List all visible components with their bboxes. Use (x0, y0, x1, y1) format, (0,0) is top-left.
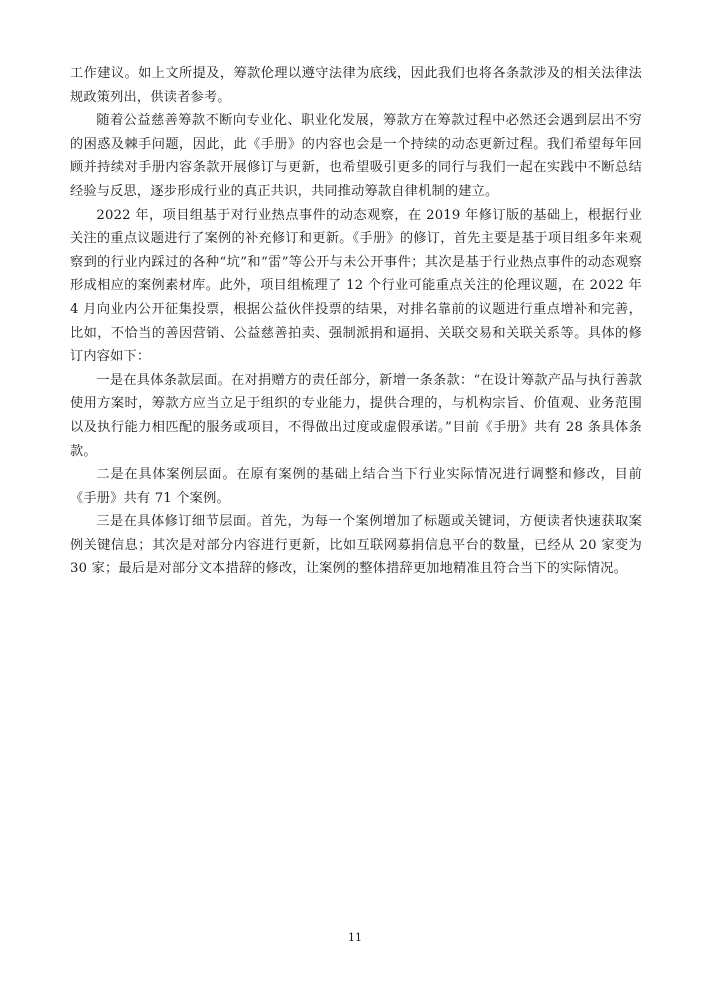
paragraph-detail-level: 三是在具体修订细节层面。首先，为每一个案例增加了标题或关键词，方便读者快速获取案例关键信息；其次是对部分内容进行更新，比如互联网募捐信息平台的数量，已经从 20 家变为 30 家；最后是对部分文本措辞的修改，让案例的整体措辞更加地精准且符合当下的实际情况。 (70, 514, 642, 577)
paragraph-legal-reference: 工作建议。如上文所提及，筹款伦理以遵守法律为底线，因此我们也将各条款涉及的相关法律法规政策列出，供读者参考。 (70, 66, 642, 105)
document-body (70, 62, 642, 581)
paragraph-case-level: 二是在具体案例层面。在原有案例的基础上结合当下行业实际情况进行调整和修改，目前《手册》共有 71 个案例。 (70, 467, 642, 506)
paragraph-clause-level: 一是在具体条款层面。在对捐赠方的责任部分，新增一条条款：“在设计筹款产品与执行善款使用方案时，筹款方应当立足于组织的专业能力，提供合理的，与机构宗旨、价值观、业务范围以及执行能力相匹配的服务或项目，不得做出过度或虚假承诺。”目前《手册》共有 28 条具体条款。 (70, 372, 642, 459)
paragraph-dynamic-update: 随着公益慈善筹款不断向专业化、职业化发展，筹款方在筹款过程中必然还会遇到层出不穷的困惑及棘手问题，因此，此《手册》的内容也会是一个持续的动态更新过程。我们希望每年回顾并持续对手册内容条款开展修订与更新，也希望吸引更多的同行与我们一起在实践中不断总结经验与反思，逐步形成行业的真正共识，共同推动筹款自律机制的建立。 (70, 113, 642, 199)
paragraph-2022-revision: 2022 年，项目组基于对行业热点事件的动态观察，在 2019 年修订版的基础上，根据行业关注的重点议题进行了案例的补充修订和更新。《手册》的修订，首先主要是基于项目组多年来观察到的行业内踩过的各种“坑”和“雷”等公开与未公开事件；其次是基于行业热点事件的动态观察形成相应的案例素材库。此外，项目组梳理了 12 个行业可能重点关注的伦理议题，在 2022 年 4 月向业内公开征集投票，根据公益伙伴投票的结果，对排名靠前的议题进行重点增补和完善，比如，不恰当的善因营销、公益慈善拍卖、强制派捐和逼捐、关联交易和关联关系等。具体的修订内容如下： (70, 207, 642, 365)
page-number: 11 (348, 931, 362, 944)
